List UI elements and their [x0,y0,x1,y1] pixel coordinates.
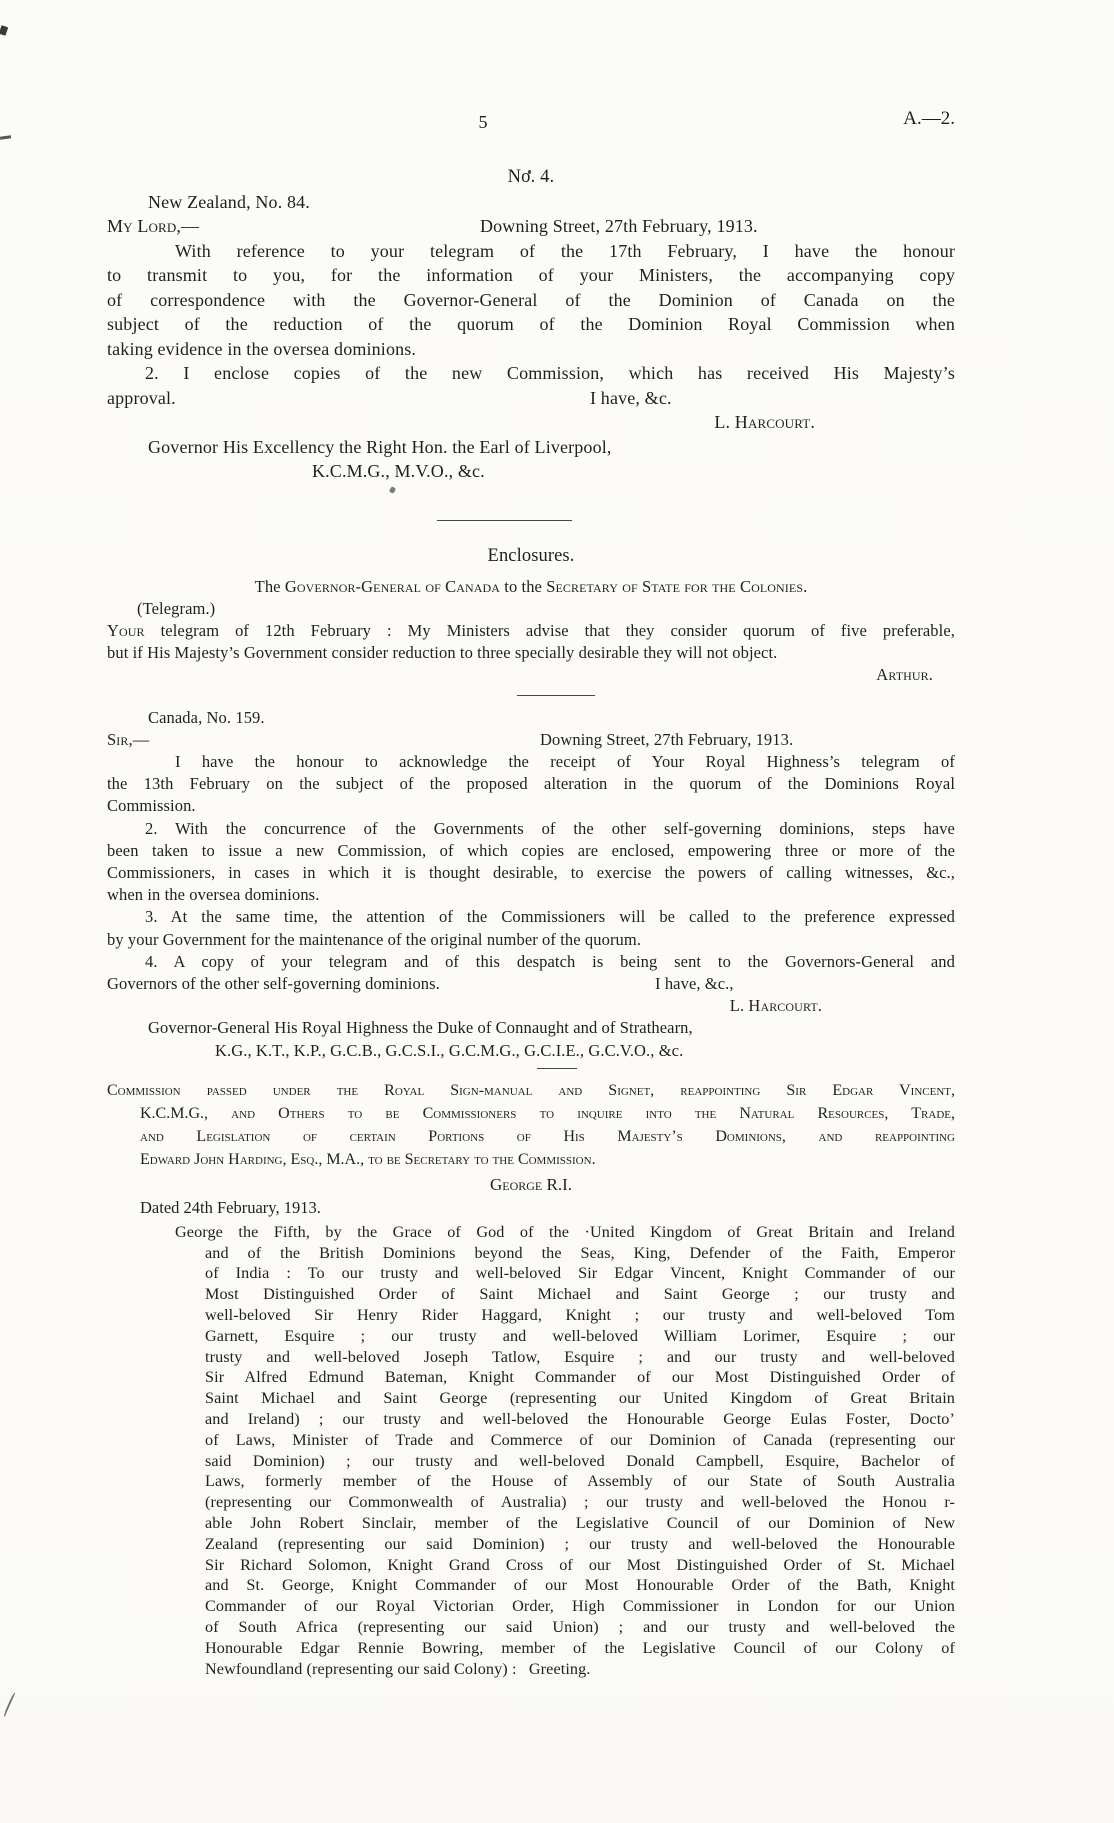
text-line: Zealand (representing our said Dominion) ; our trusty and well-beloved the Honourable [205,1534,955,1553]
commission-section [107,1079,955,1680]
paragraph-last-word: approval. [107,387,176,408]
text-line: of Laws, Minister of Trade and Commerce of our Dominion of Canada (representing our [205,1430,955,1449]
page-number: 5 [478,112,488,132]
telegram-signature: Arthur. [876,665,933,685]
dateline: Downing Street, 27th February, 1913. [480,216,758,236]
valediction: I have, &c. [590,387,672,408]
body-paragraph [107,818,955,907]
body-paragraph [107,239,955,362]
text-line: Sir Alfred Edmund Bateman, Knight Commander of our Most Distinguished Order of [205,1368,955,1387]
text-line: said Dominion) ; our trusty and well-beloved Donald Campbell, Esquire, Bachelor of [205,1451,955,1470]
signature: L. Harcourt. [714,412,815,432]
telegram-body-line [107,620,955,642]
text-line: when in the oversea dominions. [107,885,320,905]
body-paragraph-line: 4. A copy of your telegram and of this despatch is being sent to the Governors-General and [145,951,955,971]
document-ref: A.—2. [903,108,955,129]
telegram-body-line: but if His Majesty’s Government consider reduction to three specially desirable they will not object. [107,643,778,663]
text-line: trusty and well-beloved Joseph Tatlow, Esquire ; and our trusty and well-beloved [205,1347,955,1366]
text-line: of correspondence with the Governor-General of the Dominion of Canada on the [107,289,955,310]
commission-title [107,1079,955,1171]
text-line: Commission. [107,796,196,816]
body-paragraph-line: 2. I enclose copies of the new Commission, which has received His Majesty’s [145,363,955,383]
despatch-no4 [107,165,955,484]
text-line: been taken to issue a new Commission, of which copies are enclosed, empowering three or more of the [107,840,955,860]
text-line: able John Robert Sinclair, member of the Legislative Council of our Dominion of New [205,1513,955,1532]
text-line: Laws, formerly member of the House of Assembly of our State of South Australia [205,1472,955,1491]
text-line: Honourable Edgar Rennie Bowring, member of the Legislative Council of our Colony of [205,1638,955,1657]
text-line: of India : To our trusty and well-beloved Sir Edgar Vincent, Knight Commander of our [205,1264,955,1283]
addressee-line: Governor His Excellency the Right Hon. the Earl of Liverpool, [148,436,612,457]
text-line: taking evidence in the oversea dominions. [107,338,417,359]
scan-artifact [3,1692,17,1717]
dateline: Downing Street, 27th February, 1913. [540,729,794,749]
enclosures-heading: Enclosures. [487,545,575,566]
royal-signature: George R.I. [489,1174,573,1194]
valediction-row [107,973,955,995]
text-line: and Legislation of certain Portions of His Majesty’s Dominions, and reappointing [140,1127,955,1145]
parties-governor-general: Governor-General of Canada [284,576,501,596]
parties-text: The [254,576,285,596]
addressee-line: K.C.M.G., M.V.O., &c. [312,461,485,481]
text-line: (representing our Commonwealth of Australia) ; our trusty and well-beloved the Honou r- [205,1493,955,1512]
telegram-lead-word: Your [107,620,145,640]
text-line: I have the honour to acknowledge the receipt of Your Royal Highness’s telegram of [175,751,955,771]
body-paragraph [107,751,955,818]
text-line: subject of the reduction of the quorum of the Dominion Royal Commission when [107,314,955,334]
addressee-line: K.G., K.T., K.P., G.C.B., G.C.S.I., G.C.M.G., G.C.I.E., G.C.V.O., &c. [215,1040,684,1060]
despatch-number-heading: No. 4. [507,167,555,187]
text-line: and Ireland) ; our trusty and well-beloved the Honourable George Eulas Foster, Docto’ [205,1409,955,1428]
text-line: and St. George, Knight Commander of our Most Honourable Order of the Bath, Knight [205,1576,955,1595]
telegram-channel-label: (Telegram.) [137,598,216,618]
despatch-canada [107,707,955,1062]
section-rule [537,1068,577,1069]
text-line: K.C.M.G., and Others to be Commissioners to inquire into the Natural Resources, Trade, [140,1104,955,1122]
parties-text: to the [500,576,547,596]
telegram-text: telegram of 12th February : My Ministers advise that they consider quorum of five preferable, [144,620,955,640]
addressee-line: Governor-General His Royal Highness the Duke of Connaught and of Strathearn, [148,1018,693,1038]
text-line: Edward John Harding, Esq., M.A., to be Secretary to the Commission. [140,1150,596,1168]
text-line: Garnett, Esquire ; our trusty and well-beloved William Lorimer, Esquire ; our [205,1326,955,1345]
section-rule [517,695,595,696]
text-line: Commissioners, in cases in which it is thought desirable, to exercise the powers of calling witnesses, &c., [107,862,955,882]
text-line: Newfoundland (representing our said Colony) : Greeting. [205,1659,591,1678]
text-line: With reference to your telegram of the 17th February, I have the honour [175,240,955,261]
salutation-row [107,214,955,239]
valediction: I have, &c., [655,973,734,993]
text-line: Commission passed under the Royal Sign-manual and Signet, reappointing Sir Edgar Vincent, [107,1081,955,1099]
text-line: George the Fifth, by the Grace of God of the ·United Kingdom of Great Britain and Ireland [175,1222,955,1241]
salutation: My Lord,— [107,216,200,236]
dated-line: Dated 24th February, 1913. [140,1197,321,1217]
text-line: to transmit to you, for the information of your Ministers, the accompanying copy [107,265,955,285]
paragraph-last-line: Governors of the other self-governing dominions. [107,973,440,993]
signature: L. Harcourt. [729,996,822,1016]
text-line: the 13th February on the subject of the proposed alteration in the quorum of the Dominions Royal [107,774,955,794]
text-line: of South Africa (representing our said Union) ; and our trusty and well-beloved the [205,1617,955,1636]
royal-proclamation [107,1222,955,1680]
salutation: Sir,— [107,729,150,749]
text-line: well-beloved Sir Henry Rider Haggard, Knight ; our trusty and well-beloved Tom [205,1305,955,1324]
text-line: Commander of our Royal Victorian Order, High Commissioner in London for our Union [205,1597,955,1616]
enclosures-section [107,544,955,687]
text-line: and of the British Dominions beyond the Seas, King, Defender of the Faith, Emperor [205,1243,955,1262]
parties-secretary-of-state: Secretary of State for the Colonies. [546,576,808,596]
origin-reference: Canada, No. 159. [148,707,265,727]
salutation-row [107,729,955,751]
body-paragraph [107,906,955,950]
text-line: Saint Michael and Saint George (representing our United Kingdom of Great Britain [205,1389,955,1408]
text-line: 2. With the concurrence of the Governments of the other self-governing dominions, steps have [145,818,955,838]
parties-line [107,576,955,598]
scan-artifact [0,135,11,140]
text-line: by your Government for the maintenance of the original number of the quorum. [107,929,642,949]
text-line: 3. At the same time, the attention of the Commissioners will be called to the preference expressed [145,907,955,927]
page-header [107,108,955,137]
text-line: Most Distinguished Order of Saint Michael and Saint George ; our trusty and [205,1285,955,1304]
scan-artifact [0,25,8,36]
origin-reference: New Zealand, No. 84. [148,191,310,212]
valediction-row [107,386,955,411]
text-line: Sir Richard Solomon, Knight Grand Cross of our Most Distinguished Order of St. Michael [205,1555,955,1574]
section-rule [437,520,572,521]
